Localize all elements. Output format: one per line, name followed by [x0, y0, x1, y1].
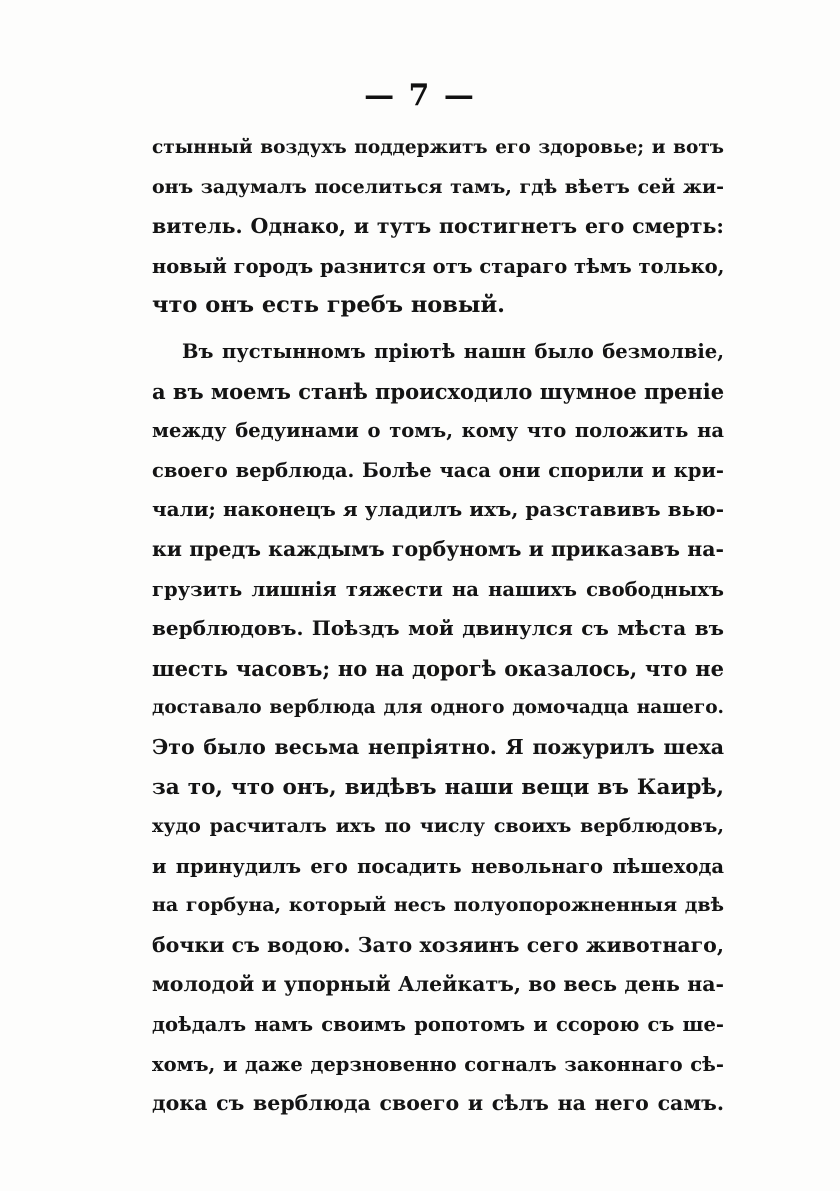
text-line: Это было весьма непріятно. Я пожурилъ шеха: [152, 734, 724, 759]
paragraph-1: [152, 128, 724, 326]
text-line: худо расчиталъ ихъ по числу своихъ верблюдовъ,: [152, 815, 724, 838]
text-line: шесть часовъ; но на дорогѣ оказалось, что не: [152, 655, 724, 681]
text-line: на горбуна, который несъ полуопорожненныя двѣ: [152, 894, 724, 917]
text-line: грузить лишнія тяжести на нашихъ свободныхъ: [152, 577, 724, 601]
text-line: а въ моемъ станѣ происходило шумное преніе: [152, 378, 724, 404]
page-number: — 7 —: [364, 78, 476, 113]
text-line: бочки съ водою. Зато хозяинъ сего животнаго,: [152, 932, 724, 957]
text-line: хомъ, и даже дерзновенно согналъ законнаго сѣ-: [152, 1052, 724, 1076]
text-line: ки предъ каждымъ горбуномъ и приказавъ на-: [152, 536, 724, 561]
text-line: новый городъ разнится отъ стараго тѣмъ только,: [152, 254, 724, 278]
text-line: что онъ есть гребъ новый.: [152, 292, 506, 319]
text-line: доѣдалъ намъ своимъ ропотомъ и ссорою съ ше-: [152, 1013, 724, 1037]
text-line: чали; наконецъ я уладилъ ихъ, разставивъ вью-: [152, 497, 724, 522]
body-text: [152, 128, 724, 1124]
text-line: витель. Однако, и тутъ постигнетъ его смерть:: [152, 214, 724, 239]
text-line: стынный воздухъ поддержитъ его здоровье; и вотъ: [152, 137, 724, 158]
text-line: Въ пустынномъ пріютѣ нашн было безмолвіе,: [182, 339, 724, 363]
text-line: за то, что онъ, видѣвъ наши вещи въ Каирѣ,: [152, 774, 724, 800]
text-line: молодой и упорный Алейкатъ, во весь день на-: [152, 972, 724, 997]
text-line: доставало верблюда для одного домочадца нашего.: [152, 697, 724, 719]
paragraph-2: [152, 332, 724, 1124]
text-line: дока съ верблюда своего и сѣлъ на него самъ.: [152, 1091, 724, 1116]
text-line: между бедуинами о томъ, кому что положить на: [152, 419, 724, 443]
text-line: и принудилъ его посадить невольнаго пѣшехода: [152, 854, 724, 878]
text-line: верблюдовъ. Поѣздъ мой двинулся съ мѣста въ: [152, 616, 724, 641]
text-line: онъ задумалъ поселиться тамъ, гдѣ вѣетъ сей жи-: [152, 175, 724, 198]
text-line: своего верблюда. Болѣе часа они спорили и кри-: [152, 458, 724, 482]
